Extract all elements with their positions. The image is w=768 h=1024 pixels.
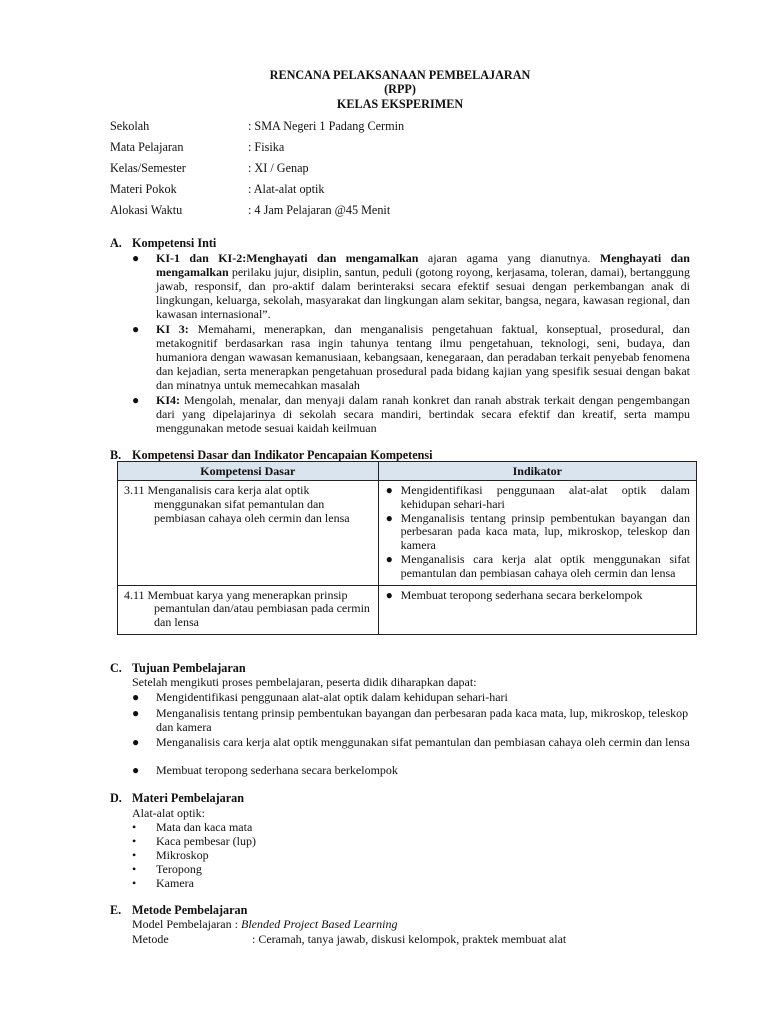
ki-3-item: ● KI 3: Memahami, menerapkan, dan menganalisis pengetahuan faktual, konseptual, prosedural, dan metakognitif berdasarkan rasa ingin tahunya tentang ilmu pengetahuan, teknologi, seni, budaya, dan humaniora dengan wawasan kemanusiaan, kebangsaan, kenegaraan, dan peradaban terkait penyebab fenomena dan kejadian, serta menerapkan pengetahuan prosedural pada bidang kajian yang spesifik sesuai dengan bakat dan minatnya untuk memecahkan masalah (132, 322, 690, 392)
metode-row (132, 932, 566, 946)
section-c-intro: Setelah mengikuti proses pembelajaran, peserta didik diharapkan dapat: (132, 675, 477, 689)
identity-label: Sekolah (110, 119, 150, 133)
doc-subtitle: (RPP) (384, 82, 416, 96)
list-item: ● Membuat teropong sederhana secara berkelompok (132, 763, 398, 777)
bullet-icon: ● (385, 483, 393, 497)
identity-label: Materi Pokok (110, 182, 177, 196)
identity-value: : Alat-alat optik (248, 182, 325, 196)
bullet-icon: • (132, 862, 137, 876)
bullet-icon: • (132, 876, 137, 890)
identity-label: Kelas/Semester (110, 161, 186, 175)
kd-cell: 3.11 Menganalisis cara kerja alat optik menggunakan sifat pemantulan dan pembiasan cahaya oleh cermin dan lensa (118, 481, 379, 586)
list-item: ● Menganalisis tentang prinsip pembentukan bayangan dan perbesaran pada kaca mata, lup, mikroskop, teleskop dan kamera (132, 706, 689, 734)
competency-table (117, 461, 697, 635)
doc-class-title: KELAS EKSPERIMEN (336, 97, 464, 111)
section-d-intro: Alat-alat optik: (132, 806, 205, 820)
identity-value: : Fisika (248, 140, 285, 154)
identity-label: Alokasi Waktu (110, 203, 183, 217)
list-item: ● Menganalisis tentang prinsip pembentukan bayangan dan perbesaran pada kaca mata, lup, mikroskop, teleskop dan kamera (385, 510, 690, 553)
bullet-icon: ● (132, 706, 140, 720)
section-e-heading: E. Metode Pembelajaran (110, 903, 248, 917)
list-item: ● Menganalisis cara kerja alat optik menggunakan sifat pemantulan dan pembiasan cahaya oleh cermin dan lensa (385, 551, 690, 580)
bullet-icon: ● (385, 587, 393, 602)
model-label: Model Pembelajaran (132, 917, 232, 931)
bullet-icon: ● (385, 510, 393, 525)
list-item: ● Membuat teropong sederhana secara berkelompok (385, 587, 643, 602)
list-item: • Mikroskop (132, 848, 209, 862)
identity-value: : SMA Negeri 1 Padang Cermin (248, 119, 405, 133)
column-header: Indikator (378, 462, 696, 481)
section-c-heading: C. Tujuan Pembelajaran (110, 661, 246, 675)
kd-cell: 4.11 Membuat karya yang menerapkan prinsip pemantulan dan/atau pembiasan pada cermin dan lensa (118, 585, 379, 634)
section-d-heading: D. Materi Pembelajaran (110, 791, 245, 805)
section-a-heading: A. Kompetensi Inti (110, 236, 217, 250)
list-item: ● Mengidentifikasi penggunaan alat-alat optik dalam kehidupan sehari-hari (385, 483, 690, 511)
indicator-cell (378, 585, 696, 634)
bullet-icon: ● (385, 551, 393, 566)
table-row (118, 481, 697, 586)
bullet-icon: ● (132, 690, 140, 704)
metode-value: : Ceramah, tanya jawab, diskusi kelompok, praktek membuat alat (252, 932, 567, 946)
list-item: ● Menganalisis cara kerja alat optik menggunakan sifat pemantulan dan pembiasan cahaya oleh cermin dan lensa (132, 735, 690, 749)
identity-value: : XI / Genap (248, 161, 309, 175)
table-row (118, 585, 697, 634)
column-header: Kompetensi Dasar (118, 462, 379, 481)
identity-value: : 4 Jam Pelajaran @45 Menit (248, 203, 391, 217)
identity-label: Mata Pelajaran (110, 140, 184, 154)
list-item: • Kamera (132, 876, 194, 890)
table-header-row (118, 462, 697, 481)
list-item: • Kaca pembesar (lup) (132, 834, 256, 848)
bullet-icon: ● (132, 763, 140, 777)
bullet-icon: ● (132, 735, 140, 749)
model-value: Blended Project Based Learning (240, 917, 398, 931)
bullet-icon: ● (132, 251, 140, 265)
indicator-cell (378, 481, 696, 586)
ki-4-item: ● KI4: Mengolah, menalar, dan menyaji dalam ranah konkret dan ranah abstrak terkait dengan pengembangan dari yang dipelajarinya di sekolah secara mandiri, bertindak secara efektif dan kreatif, serta mampu menggunakan metode sesuai kaidah keilmuan (132, 393, 690, 435)
bullet-icon: • (132, 834, 137, 848)
bullet-icon: ● (132, 393, 140, 407)
bullet-icon: ● (132, 322, 140, 336)
bullet-icon: • (132, 820, 137, 834)
metode-label: Metode (132, 932, 169, 946)
list-item: • Teropong (132, 862, 202, 876)
bullet-icon: • (132, 848, 137, 862)
list-item: ● Mengidentifikasi penggunaan alat-alat optik dalam kehidupan sehari-hari (132, 690, 508, 704)
section-b-heading: B. Kompetensi Dasar dan Indikator Pencapaian Kompetensi (110, 448, 433, 462)
doc-title: RENCANA PELAKSANAAN PEMBELAJARAN (269, 68, 531, 82)
ki-1-2-item: ● KI-1 dan KI-2:Menghayati dan mengamalkan ajaran agama yang dianutnya. Menghayati dan mengamalkan perilaku jujur, disiplin, santun, peduli (gotong royong, kerjasama, toleran, damai), bertanggung jawab, responsif, dan pro-aktif dalam berinteraksi secara efektif sesuai dengan perkembangan anak di lingkungan, keluarga, sekolah, masyarakat dan lingkungan alam sekitar, bangsa, negara, kawasan regional, dan kawasan internasional”. (132, 251, 690, 321)
list-item: • Mata dan kaca mata (132, 820, 253, 834)
model-row: Model Pembelajaran : Blended Project Based Learning (132, 917, 398, 931)
